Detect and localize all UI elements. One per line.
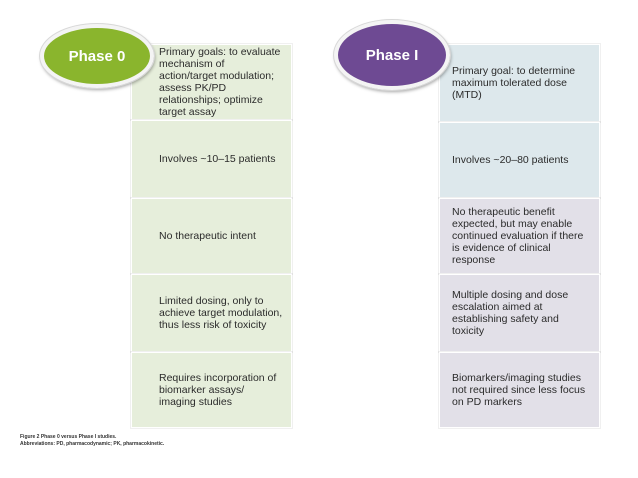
phase-0-dosing-text: Limited dosing, only to achieve target modulation, thus less risk of toxicity: [159, 295, 283, 331]
phase-0-intent-text: No therapeutic intent: [159, 230, 256, 242]
caption-abbreviations: Abbreviations: PD, pharmacodynamic; PK, pharmacokinetic.: [20, 441, 165, 447]
phase-0-title: Phase 0: [68, 47, 126, 65]
phase-0-biomarker-cell: [131, 352, 292, 428]
figure-caption: [20, 434, 164, 448]
phase-0-title-bubble: [40, 24, 154, 88]
phase-1-goals-text: Primary goal: to determine maximum tolerated dose (MTD): [452, 65, 576, 101]
phase-0-patients-text: Involves ~10–15 patients: [159, 153, 276, 165]
phase-1-dosing-text: Multiple dosing and dose escalation aimed at establishing safety and toxicity: [452, 289, 569, 337]
phase-0-goals-text: Primary goals: to evaluate mechanism of action/target modulation; assess PK/PD relationships; optimize target assay: [159, 46, 281, 118]
phase-0-biomarker-text: Requires incorporation of biomarker assays/ imaging studies: [159, 372, 277, 408]
phase-1-goals-cell: [439, 44, 600, 122]
phase-0-dosing-cell: [131, 274, 292, 352]
phase-1-biomarker-cell: [439, 352, 600, 428]
caption-title: Figure 2 Phase 0 versus Phase I studies.: [20, 434, 117, 440]
phase-0-goals-cell: [131, 44, 292, 120]
phase-1-dosing-cell: [439, 274, 600, 352]
phase-1-patients-text: Involves ~20–80 patients: [452, 154, 569, 166]
phase-1-biomarker-text: Biomarkers/imaging studies not required since less focus on PD markers: [452, 372, 586, 408]
phase-1-patients-cell: [439, 122, 600, 198]
phase-1-benefit-text: No therapeutic benefit expected, but may enable continued evaluation if there is evidence of clinical response: [452, 206, 584, 266]
phase-1-title-bubble: [334, 20, 450, 90]
phase-0-patients-cell: [131, 120, 292, 198]
phase-0-intent-cell: [131, 198, 292, 274]
phase-1-title: Phase I: [365, 46, 419, 64]
phase-1-benefit-cell: [439, 198, 600, 274]
